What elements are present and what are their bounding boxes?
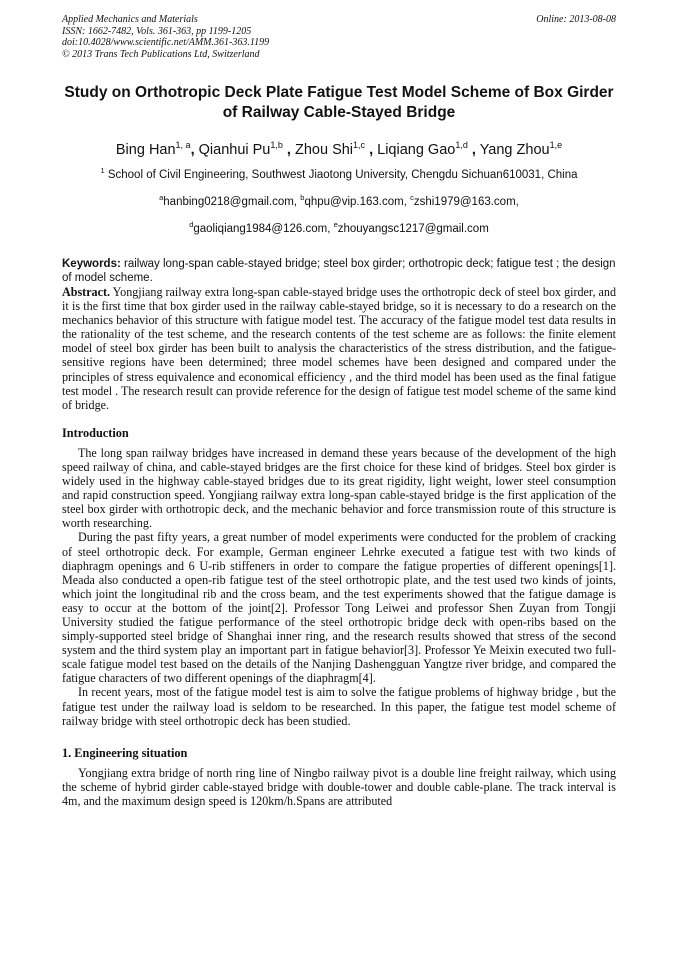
section-paragraph: Yongjiang extra bridge of north ring line of Ningbo railway pivot is a double line freight railway, which using the scheme of hybrid girder cable-stayed bridge with double-tower and double cable-plane. The track interval is 4m, and the maximum design speed is 120km/h.Spans are attributed	[62, 765, 616, 808]
introduction-paragraph: During the past fifty years, a great number of model experiments were conducted for the problem of cracking of steel orthotropic deck. For example, German engineer Lehrke executed a fatigue test with two kinds of diaphragm openings and 6 U-rib stiffeners in order to compare the fatigue properties of different openings[1]. Meada also conducted a open-rib fatigue test of the steel orthotropic plate, and the test used two kinds of joints, which joint the longitudinal rib and the cross beam, and the test experiments showed that the fatigue damage is easy to occur at the bottom of the joint[2]. Professor Tong Leiwei and professor Shen Zuyan from Tongji University studied the fatigue performance of the steel orthotropic bridge deck with open-ribs based on the simply-supported steel bridge of Shanghai inner ring, and the research results showed that stress of the second system and the third system play an important part in fatigue behavior[3]. Professor Ye Meixin executed two full-scale fatigue model test based on the details of the Nanjing Dashengguan Yangtze river bridge, and compared the fatigue characters of two different openings of the diaphragm[4].	[62, 530, 616, 686]
author-name: Bing Han	[115, 142, 176, 158]
author-name: Zhou Shi	[294, 142, 354, 158]
email-sup: a	[159, 193, 164, 202]
introduction-paragraph: The long span railway bridges have increased in demand these years because of the development of the high speed railway of china, and cable-stayed bridges are the first choice for these kind of bridges. Steel box girder is widely used in the highway cable-stayed bridges due to its great rigidity, light weight, lower steel consumption and rapid construction speed. Yongjiang railway extra long-span cable-stayed bridge is the first application of the steel box girder with orthotropic deck, and the mechanic behavior and force transmission route of this structure is worth researching.	[62, 445, 616, 531]
journal-issn: ISSN: 1662-7482, Vols. 361-363, pp 1199-1205	[62, 25, 252, 37]
abstract-label: Abstract.	[62, 285, 111, 299]
keywords-label: Keywords:	[62, 258, 121, 270]
author-list: Bing Han$^{1, a}$, Qianhui Pu$^{1,b}$ , Zhou Shi$^{1,c}$ , Liqiang Gao$^{1,d}$ , Yang Zhou$^{1,e}$	[115, 140, 563, 158]
abstract	[62, 285, 616, 412]
author-sup: 1,e	[549, 140, 563, 150]
paper-title: Study on Orthotropic Deck Plate Fatigue Test Model Scheme of Box Girder of Railway Cable-Stayed Bridge	[64, 84, 614, 121]
email-sup: b	[300, 193, 305, 202]
author-sup: 1, a	[175, 140, 191, 150]
email-line: $^d$gaoliqiang1984@126.com, $^e$zhouyangsc1217@gmail.com	[189, 220, 489, 235]
author-name: Liqiang Gao	[377, 142, 456, 158]
affiliation-text: School of Civil Engineering, Southwest Jiaotong University, Chengdu Sichuan610031, China	[107, 169, 578, 181]
journal-info	[62, 14, 269, 60]
author	[377, 142, 468, 158]
abstract-text: Yongjiang railway extra long-span cable-stayed bridge uses the orthotropic deck of steel box girder, and it is the first time that box girder used in the railway cable-stayed bridge, so it is necessary to do a research on the mechanics behavior of this structure with fatigue model test. The accuracy of the fatigue model test data results in the rationality of the test scheme, and the research contents of the test scheme are as follows: the finite element model of steel box girder has been built to analysis the characteristics of the stress distribution, and the fatigue-sensitive regions have been determined; three model schemes have been designed and compared under the principles of stress equivalence and economical efficiency , and the third model has been used as the final fatigue test model . The research result can provide reference for the design of fatigue test model scheme of the same kind of bridge.	[62, 285, 616, 412]
email-link[interactable]: gaoliqiang1984@126.com	[193, 223, 328, 235]
author	[295, 142, 365, 158]
email-line: $^a$hanbing0218@gmail.com, $^b$qhpu@vip.163.com, $^c$zshi1979@163.com,	[159, 193, 519, 208]
email-link[interactable]: hanbing0218@gmail.com	[163, 196, 294, 208]
journal-copyright: © 2013 Trans Tech Publications Ltd, Switzerland	[62, 48, 260, 60]
email-sup: c	[410, 193, 414, 202]
email-link[interactable]: zhouyangsc1217@gmail.com	[337, 223, 489, 235]
author	[199, 142, 283, 158]
introduction-paragraph: In recent years, most of the fatigue model test is aim to solve the fatigue problems of highway bridge , but the fatigue test under the railway load is seldom to be researched. In this paper, the fatigue test model scheme of railway bridge with steel orthotropic deck has been studied.	[62, 685, 616, 728]
author	[480, 142, 562, 158]
journal-name: Applied Mechanics and Materials	[62, 14, 198, 25]
affiliation	[62, 163, 616, 183]
online-date: Online: 2013-08-08	[536, 14, 616, 25]
author	[116, 142, 191, 158]
author-sup: 1,b	[270, 140, 283, 150]
author-name: Yang Zhou	[479, 142, 550, 158]
section-heading: 1. Engineering situation	[62, 745, 188, 760]
author-sup: 1,d	[455, 140, 468, 150]
email-sup: d	[189, 220, 194, 229]
email-link[interactable]: zshi1979@163.com	[413, 196, 516, 208]
keywords-text: railway long-span cable-stayed bridge; steel box girder; orthotropic deck; fatigue test ; the design of model scheme.	[62, 258, 616, 284]
affiliation-sup: 1	[100, 166, 105, 175]
journal-header	[62, 14, 616, 60]
author-name: Qianhui Pu	[198, 142, 271, 158]
email-sup: e	[333, 220, 338, 229]
author-sup: 1,c	[353, 140, 366, 150]
keywords	[62, 257, 616, 285]
introduction-heading: Introduction	[62, 425, 129, 440]
journal-doi: doi:10.4028/www.scientific.net/AMM.361-363.1199	[62, 37, 270, 48]
email-link[interactable]: qhpu@vip.163.com	[304, 196, 404, 208]
